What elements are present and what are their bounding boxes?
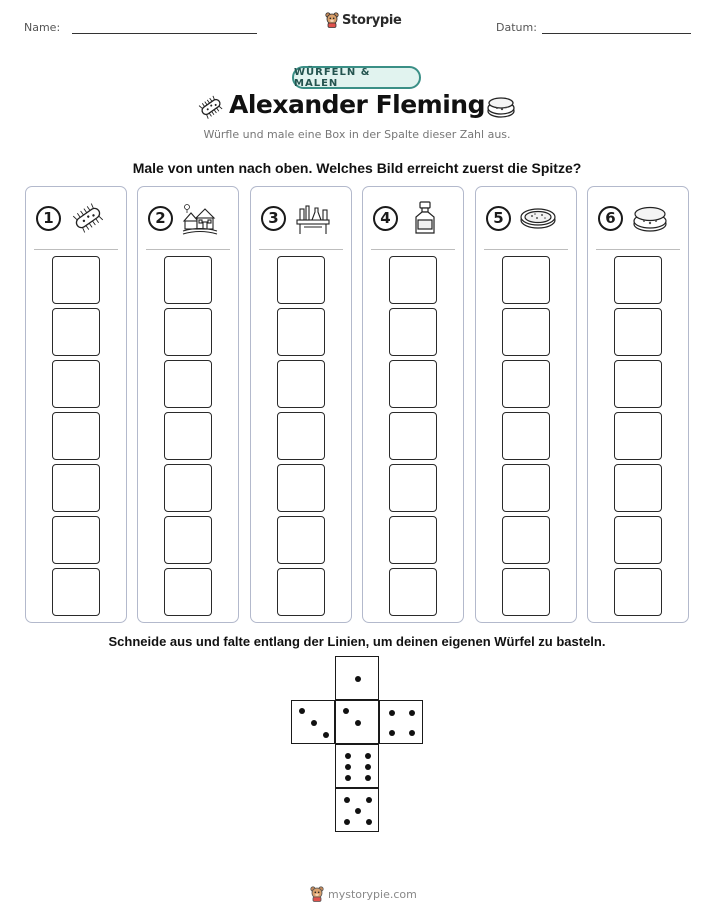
- date-line[interactable]: [542, 33, 691, 34]
- paint-box[interactable]: [164, 308, 212, 356]
- paint-box[interactable]: [502, 360, 550, 408]
- column-5: [475, 186, 577, 623]
- paint-box[interactable]: [614, 256, 662, 304]
- column-number: 5: [486, 206, 511, 231]
- petri-dish-icon: [631, 201, 669, 235]
- paint-box[interactable]: [389, 412, 437, 460]
- paint-box[interactable]: [52, 568, 100, 616]
- die-pip: [365, 775, 371, 781]
- die-pip: [366, 819, 372, 825]
- paint-box[interactable]: [164, 464, 212, 512]
- die-pip: [299, 708, 305, 714]
- paint-box[interactable]: [502, 412, 550, 460]
- bacterium-icon: [69, 201, 107, 235]
- die-pip: [345, 764, 351, 770]
- column-number: 6: [598, 206, 623, 231]
- column-divider: [484, 249, 568, 250]
- paint-box[interactable]: [277, 412, 325, 460]
- page-title: Alexander Fleming: [229, 90, 485, 119]
- die-pip: [345, 753, 351, 759]
- paint-box[interactable]: [52, 516, 100, 564]
- paint-box[interactable]: [614, 308, 662, 356]
- column-number: 1: [36, 206, 61, 231]
- footer: [310, 886, 417, 902]
- subtitle: Würfle und male eine Box in der Spalte dieser Zahl aus.: [203, 128, 511, 141]
- die-face-6: [335, 744, 379, 788]
- paint-box[interactable]: [502, 256, 550, 304]
- die-pip: [389, 730, 395, 736]
- column-number: 4: [373, 206, 398, 231]
- column-number: 2: [148, 206, 173, 231]
- storypie-bear-icon: [325, 12, 339, 28]
- die-pip: [311, 720, 317, 726]
- die-pip: [409, 730, 415, 736]
- paint-box[interactable]: [389, 308, 437, 356]
- die-pip: [343, 708, 349, 714]
- die-pip: [344, 819, 350, 825]
- column-4: [362, 186, 464, 623]
- paint-box[interactable]: [502, 464, 550, 512]
- paint-box[interactable]: [277, 360, 325, 408]
- paint-box[interactable]: [164, 360, 212, 408]
- column-divider: [371, 249, 455, 250]
- die-face-2: [335, 700, 379, 744]
- paint-box[interactable]: [277, 464, 325, 512]
- paint-box[interactable]: [614, 360, 662, 408]
- storypie-bear-icon: [310, 886, 324, 902]
- die-pip: [365, 764, 371, 770]
- die-pip: [355, 808, 361, 814]
- medicine-bottle-icon: [406, 201, 444, 235]
- die-pip: [389, 710, 395, 716]
- column-divider: [259, 249, 343, 250]
- lab-bench-icon: [294, 201, 332, 235]
- die-pip: [344, 797, 350, 803]
- die-pip: [365, 753, 371, 759]
- brand-name: Storypie: [342, 12, 402, 28]
- paint-box[interactable]: [614, 516, 662, 564]
- paint-box[interactable]: [614, 464, 662, 512]
- storypie-logo: [325, 12, 402, 28]
- die-pip: [409, 710, 415, 716]
- column-divider: [34, 249, 118, 250]
- paint-box[interactable]: [389, 516, 437, 564]
- die-face-3: [291, 700, 335, 744]
- name-line[interactable]: [72, 33, 257, 34]
- column-2: [137, 186, 239, 623]
- paint-box[interactable]: [52, 308, 100, 356]
- paint-box[interactable]: [277, 516, 325, 564]
- farm-icon: [181, 201, 219, 235]
- die-face-4: [379, 700, 423, 744]
- paint-box[interactable]: [389, 360, 437, 408]
- paint-box[interactable]: [52, 256, 100, 304]
- race-instruction: Male von unten nach oben. Welches Bild erreicht zuerst die Spitze?: [132, 160, 582, 176]
- paint-box[interactable]: [502, 308, 550, 356]
- paint-box[interactable]: [389, 568, 437, 616]
- column-3: [250, 186, 352, 623]
- culture-dish-icon: [519, 201, 557, 235]
- activity-badge: WÜRFELN & MALEN: [292, 66, 421, 89]
- date-label: Datum:: [496, 21, 537, 34]
- die-pip: [355, 676, 361, 682]
- paint-box[interactable]: [277, 256, 325, 304]
- column-1: [25, 186, 127, 623]
- die-face-1: [335, 656, 379, 700]
- paint-box[interactable]: [502, 568, 550, 616]
- paint-box[interactable]: [52, 412, 100, 460]
- paint-box[interactable]: [277, 308, 325, 356]
- paint-box[interactable]: [502, 516, 550, 564]
- paint-box[interactable]: [52, 464, 100, 512]
- paint-box[interactable]: [614, 568, 662, 616]
- column-6: [587, 186, 689, 623]
- column-divider: [146, 249, 230, 250]
- paint-box[interactable]: [164, 256, 212, 304]
- die-pip: [366, 797, 372, 803]
- column-number: 3: [261, 206, 286, 231]
- die-pip: [355, 720, 361, 726]
- die-face-5: [335, 788, 379, 832]
- paint-box[interactable]: [164, 568, 212, 616]
- paint-box[interactable]: [614, 412, 662, 460]
- paint-box[interactable]: [52, 360, 100, 408]
- paint-box[interactable]: [164, 516, 212, 564]
- die-pip: [323, 732, 329, 738]
- name-label: Name:: [24, 21, 61, 34]
- die-pip: [345, 775, 351, 781]
- petri-dish-icon: [486, 93, 516, 121]
- paint-box[interactable]: [164, 412, 212, 460]
- footer-url[interactable]: mystorypie.com: [328, 887, 417, 901]
- column-divider: [596, 249, 680, 250]
- paint-box[interactable]: [389, 256, 437, 304]
- paint-box[interactable]: [277, 568, 325, 616]
- cut-instruction: Schneide aus und falte entlang der Linien, um deinen eigenen Würfel zu basteln.: [108, 634, 606, 649]
- paint-box[interactable]: [389, 464, 437, 512]
